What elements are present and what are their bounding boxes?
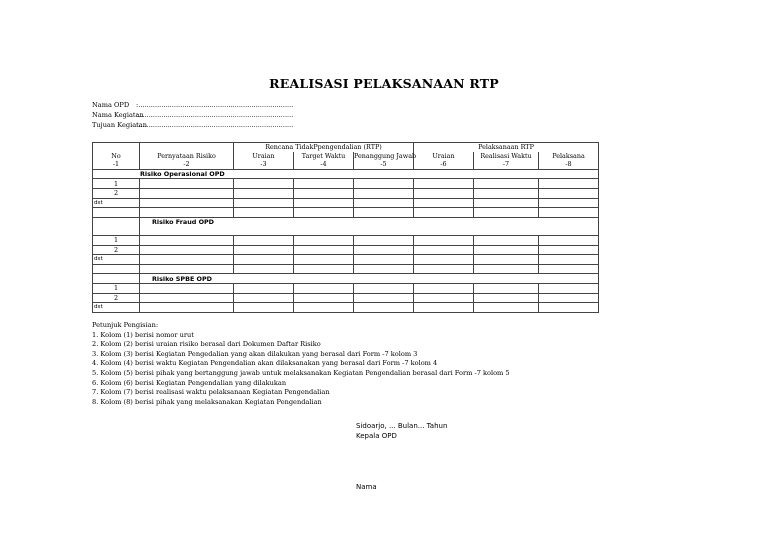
section-row <box>93 274 599 284</box>
section-title: Risiko Operasional OPD <box>93 169 599 179</box>
table-row-blank <box>93 264 599 274</box>
table-row <box>93 293 599 303</box>
header-group-pelaksanaan: Pelaksanaan RTP <box>414 143 599 152</box>
header-group-rtp: Rencana TidakPpengendalian (RTP) <box>234 143 414 152</box>
header-num: -3 <box>234 160 294 169</box>
header-pelaksana: Pelaksana <box>539 152 599 161</box>
meta-label: Nama Kegiatan <box>92 111 144 119</box>
table-row <box>93 303 599 313</box>
header-no: No <box>93 152 140 161</box>
header-penanggung-jawab: Penanggung Jawab <box>354 151 417 160</box>
section-title: Risiko SPBE OPD <box>140 274 599 284</box>
table-row <box>93 245 599 255</box>
signature-position: Kepala OPD <box>356 432 397 440</box>
header-num: -7 <box>474 160 539 169</box>
header-realisasi-waktu: Realisasi Waktu <box>474 152 539 161</box>
table-row-blank <box>93 208 599 218</box>
instruction-item: 5. Kolom (5) berisi pihak yang bertanggung jawab untuk melaksanakan Kegiatan Pengendalian berasal dari Form -7 kolom 5 <box>92 368 510 377</box>
table-row <box>93 188 599 198</box>
table-row <box>93 255 599 265</box>
instructions <box>92 321 510 407</box>
table-row <box>93 235 599 245</box>
meta-value-dots: :.......................................................................... <box>136 121 294 129</box>
header-cell <box>93 143 140 152</box>
meta-nama-opd <box>92 101 296 110</box>
row-number: 1 <box>93 179 140 189</box>
table-row <box>93 198 599 208</box>
header-uraian: Uraian <box>414 152 474 161</box>
header-cell <box>140 143 234 152</box>
row-number: 1 <box>93 235 140 245</box>
instruction-item: 7. Kolom (7) berisi realisasi waktu pelaksanaan Kegiatan Pengendalian <box>92 388 330 397</box>
header-uraian: Uraian <box>234 152 294 161</box>
instructions-heading: Petunjuk Pengisian: <box>92 321 159 329</box>
row-dst: dst <box>93 255 140 265</box>
instruction-item: 4. Kolom (4) berisi waktu Kegiatan Pengendalian akan dilaksanakan yang berasal dari Form -7 kolom 4 <box>92 359 438 368</box>
instruction-item: 8. Kolom (8) berisi pihak yang melaksanakan Kegiatan Pengendalian <box>92 397 322 406</box>
row-dst: dst <box>93 198 140 208</box>
signature-place-date: Sidoarjo, ... Bulan... Tahun <box>356 422 448 430</box>
header-row-numbers <box>93 160 599 169</box>
section-row <box>93 169 599 179</box>
header-num: -1 <box>93 160 140 169</box>
instruction-item: 2. Kolom (2) berisi uraian risiko berasal dari Dokumen Daftar Risiko <box>92 340 321 349</box>
header-num: -6 <box>414 160 474 169</box>
header-num: -8 <box>539 160 599 169</box>
header-target-waktu: Target Waktu <box>294 152 354 161</box>
section-spacer <box>93 226 599 235</box>
header-num: -2 <box>140 160 234 169</box>
header-pernyataan-risiko: Pernyataan Risiko <box>140 152 234 161</box>
meta-value-dots: :.......................................................................... <box>136 101 294 109</box>
rtp-table <box>92 142 599 313</box>
meta-value-dots: :.......................................................................... <box>136 111 294 119</box>
section-title: Risiko Fraud OPD <box>140 217 599 226</box>
header-num: -4 <box>294 160 354 169</box>
document-title: REALISASI PELAKSANAAN RTP <box>269 76 499 91</box>
row-number: 2 <box>93 245 140 255</box>
instruction-item: 1. Kolom (1) berisi nomor urut <box>92 330 194 339</box>
row-number: 1 <box>93 283 140 293</box>
meta-label: Nama OPD <box>92 101 130 109</box>
header-row-group <box>93 143 599 152</box>
instruction-item: 6. Kolom (6) berisi Kegiatan Pengendalian yang dilakukan <box>92 378 287 387</box>
header-num: -5 <box>354 160 414 169</box>
meta-label: Tujuan Kegiatan <box>92 121 147 129</box>
signature-name: Nama <box>356 483 377 491</box>
meta-nama-kegiatan <box>92 111 296 120</box>
meta-tujuan-kegiatan <box>92 121 296 130</box>
row-number: 2 <box>93 293 140 303</box>
row-dst: dst <box>93 303 140 313</box>
header-row-names <box>93 152 599 161</box>
table-row <box>93 283 599 293</box>
instruction-item: 3. Kolom (3) berisi Kegiatan Pengedalian yang akan dilakukan yang berasal dari Form -7 kolom 3 <box>92 349 418 358</box>
row-number: 2 <box>93 188 140 198</box>
table-row <box>93 179 599 189</box>
section-row <box>93 217 599 226</box>
